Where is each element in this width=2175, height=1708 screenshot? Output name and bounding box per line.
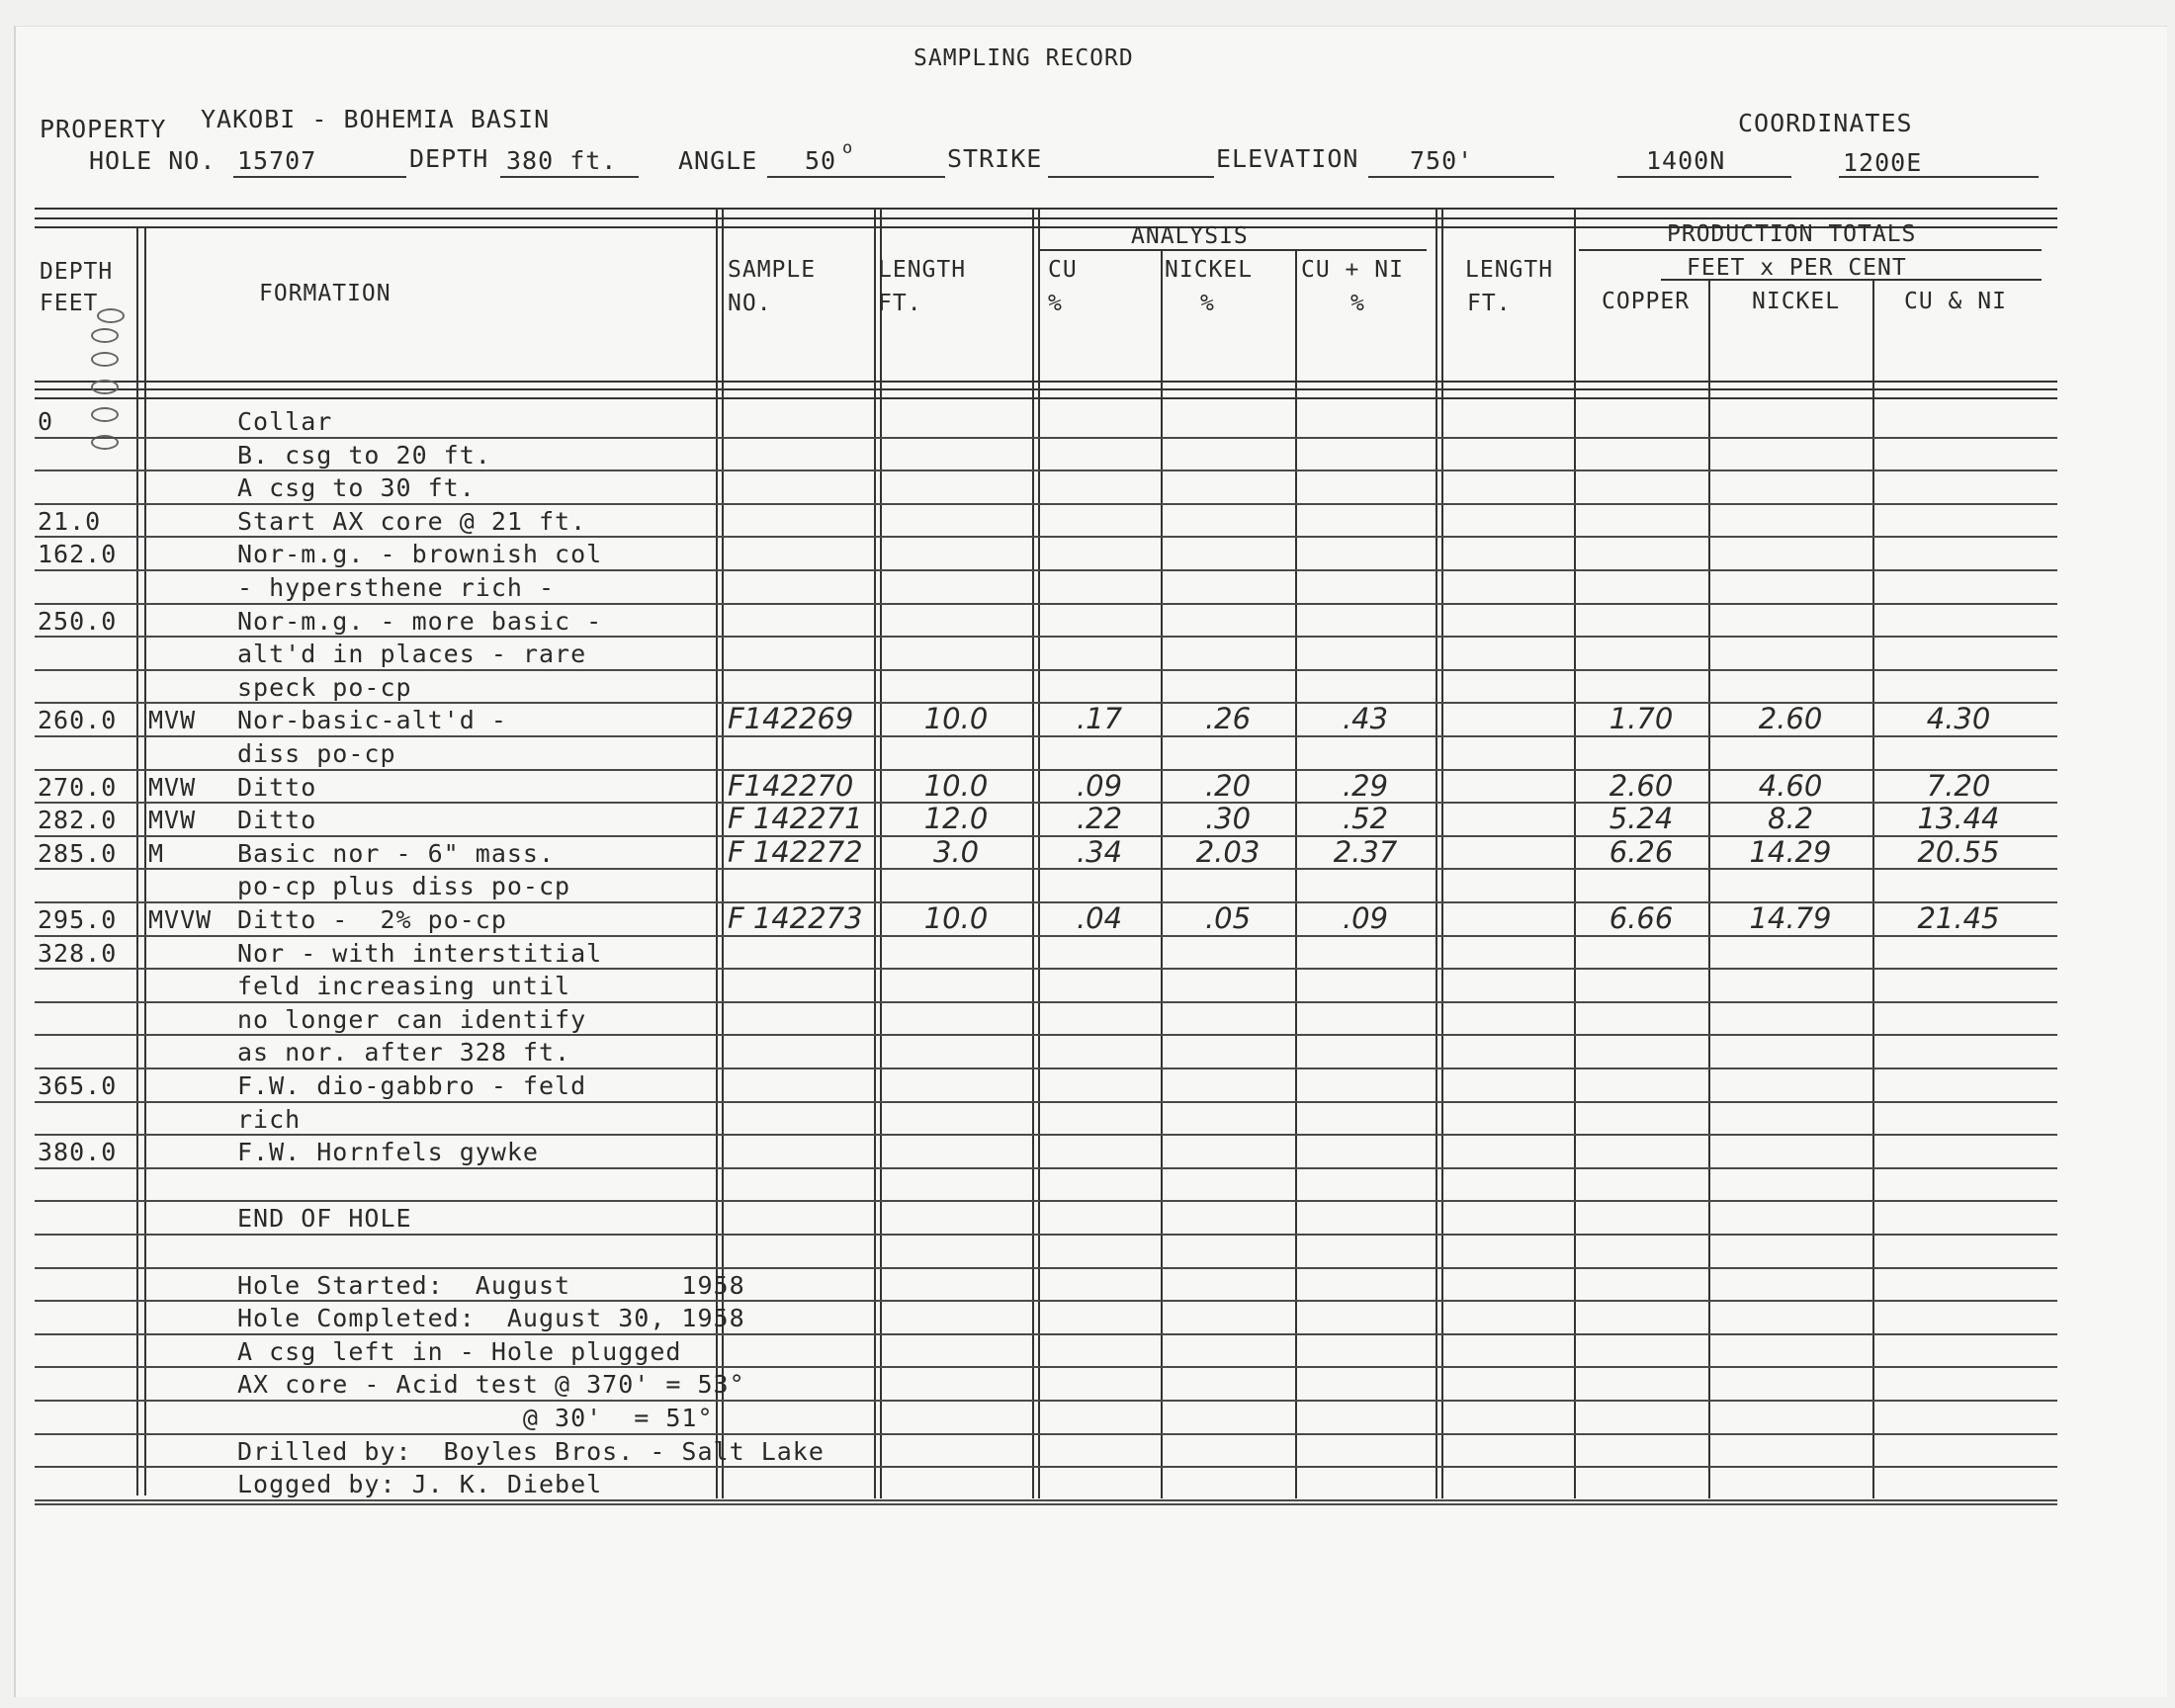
col-length2-line1: LENGTH [1465,257,1554,283]
row-rule [35,1167,2057,1169]
depth-cell: 21.0 [38,506,102,536]
depth-cell: 328.0 [38,938,118,968]
formation-cell: as nor. after 328 ft. [237,1038,571,1068]
col-length-line2: FT. [878,291,922,316]
punch-hole-mark [91,352,119,367]
formation-cell: feld increasing until [237,972,571,1001]
property-label: PROPERTY [40,115,167,143]
formation-cell: Logged by: J. K. Diebel [237,1470,603,1499]
formation-cell: Basic nor - 6" mass. [237,838,556,868]
row-rule [35,1333,2057,1335]
formation-cell: alt'd in places - rare [237,640,587,669]
punch-hole-mark [97,308,125,323]
cuni-cell: .29 [1342,768,1389,803]
length-cell: 10.0 [923,702,989,736]
row-rule [35,1499,2057,1501]
cuni-total-cell: 7.20 [1926,768,1991,803]
formation-cell: F.W. dio-gabbro - feld [237,1071,587,1100]
row-rule [35,1134,2057,1136]
length-cell: 12.0 [923,802,989,836]
row-rule [35,536,2057,538]
sample-cell: F142269 [728,702,854,736]
row-rule [35,636,2057,638]
formation-cell: Drilled by: Boyles Bros. - Salt Lake [237,1436,825,1466]
page-title: SAMPLING RECORD [914,45,1134,71]
row-rule [35,1200,2057,1202]
cuni-total-cell: 4.30 [1926,702,1991,736]
cu-cell: .04 [1076,901,1123,935]
row-rule [35,503,2057,505]
coordinate-east: 1200E [1843,148,1923,177]
formation-cell: speck po-cp [237,672,412,702]
depth-cell: 270.0 [38,772,118,802]
formation-cell: po-cp plus diss po-cp [237,872,571,901]
formation-cell: Ditto [237,772,317,802]
length-cell: 3.0 [932,834,980,869]
punch-hole-mark [91,380,119,394]
formation-cell: @ 30' = 51° [237,1404,714,1432]
code-cell: MVW [148,806,197,835]
col-cu-line2: % [1048,291,1063,316]
formation-cell: A csg left in - Hole plugged [237,1336,682,1366]
row-rule [35,1234,2057,1236]
depth-cell: 380.0 [38,1138,118,1167]
depth-cell: 260.0 [38,706,118,735]
row-rule [35,1068,2057,1069]
col-nickel-line2: % [1200,291,1215,316]
row-rule [35,1034,2057,1036]
coordinates-label: COORDINATES [1738,109,1913,137]
formation-cell: Nor-basic-alt'd - [237,706,507,735]
cuni-cell: .09 [1342,901,1389,935]
nickel-cell: .20 [1204,768,1252,803]
depth-cell: 365.0 [38,1071,118,1100]
property-value: YAKOBI - BOHEMIA BASIN [201,105,551,133]
col-cu-line1: CU [1048,257,1078,283]
formation-cell: - hypersthene rich - [237,573,556,602]
col-length-line1: LENGTH [878,257,967,283]
col-sample-line1: SAMPLE [728,257,817,283]
nickel-total-cell: 14.29 [1749,834,1832,869]
depth-cell: 285.0 [38,838,118,868]
code-cell: MVW [148,772,197,802]
depth-cell: 295.0 [38,905,118,934]
col-production-totals: PRODUCTION TOTALS [1667,221,1917,247]
row-rule [35,1366,2057,1368]
row-rule [35,437,2057,439]
row-rule [35,603,2057,605]
sample-cell: F142270 [728,768,854,803]
code-cell: MVVW [148,905,213,934]
col-cu-ni-prod: CU & NI [1904,289,2007,314]
code-cell: MVW [148,706,197,735]
row-rule [35,1433,2057,1435]
cu-cell: .17 [1076,702,1123,736]
row-rule [35,569,2057,571]
formation-cell: Hole Started: August 1958 [237,1270,745,1300]
row-rule [35,1300,2057,1302]
copper-total-cell: 6.26 [1609,834,1674,869]
hole-no-value: 15707 [237,146,317,175]
col-depth-line2: FEET [40,291,99,316]
copper-total-cell: 5.24 [1609,802,1674,836]
nickel-cell: .26 [1204,702,1252,736]
nickel-cell: .05 [1204,901,1252,935]
formation-cell: Nor-m.g. - more basic - [237,606,603,636]
cu-cell: .22 [1076,802,1123,836]
code-cell: M [148,838,165,868]
row-rule [35,1466,2057,1468]
nickel-total-cell: 4.60 [1758,768,1823,803]
cuni-cell: 2.37 [1333,834,1398,869]
length-cell: 10.0 [923,768,989,803]
formation-cell: diss po-cp [237,739,396,768]
formation-cell: Collar [237,407,333,436]
formation-cell: F.W. Hornfels gywke [237,1138,539,1167]
formation-cell: rich [237,1104,302,1134]
elevation-value: 750' [1410,146,1474,175]
angle-unit: o [842,138,854,158]
row-rule [35,1101,2057,1103]
cuni-total-cell: 20.55 [1917,834,2000,869]
formation-cell: Start AX core @ 21 ft. [237,506,587,536]
copper-total-cell: 6.66 [1609,901,1674,935]
col-nickel-prod: NICKEL [1752,289,1841,314]
angle-value: 50 [805,146,837,175]
cuni-cell: .43 [1342,702,1389,736]
col-formation: FORMATION [259,281,392,306]
hole-no-label: HOLE NO. [89,146,217,175]
col-length2-line2: FT. [1467,291,1512,316]
depth-cell: 282.0 [38,806,118,835]
formation-cell: A csg to 30 ft. [237,473,476,503]
depth-label: DEPTH [409,144,489,173]
nickel-total-cell: 2.60 [1758,702,1823,736]
col-depth-line1: DEPTH [40,259,114,285]
table-bottom-rule [35,1503,2057,1505]
depth-value: 380 ft. [506,146,618,175]
cu-cell: .09 [1076,768,1123,803]
col-sample-line2: NO. [728,291,772,316]
formation-cell: Nor - with interstitial [237,938,603,968]
cuni-total-cell: 13.44 [1917,802,2000,836]
formation-cell: AX core - Acid test @ 370' = 53° [237,1370,745,1400]
nickel-total-cell: 14.79 [1749,901,1832,935]
nickel-cell: 2.03 [1195,834,1261,869]
formation-cell: END OF HOLE [237,1204,412,1234]
depth-cell: 250.0 [38,606,118,636]
depth-cell: 0 [38,407,54,436]
cuni-cell: .52 [1342,802,1389,836]
col-copper: COPPER [1602,289,1691,314]
sample-cell: F 142271 [728,802,863,836]
col-nickel-line1: NICKEL [1165,257,1254,283]
row-rule [35,968,2057,970]
col-feet-per-cent: FEET x PER CENT [1687,255,1907,281]
elevation-label: ELEVATION [1216,144,1359,173]
angle-label: ANGLE [678,146,758,175]
row-rule [35,1267,2057,1269]
strike-label: STRIKE [947,144,1043,173]
cu-cell: .34 [1076,834,1123,869]
formation-cell: Hole Completed: August 30, 1958 [237,1304,745,1333]
length-cell: 10.0 [923,901,989,935]
row-rule [35,1001,2057,1003]
formation-cell: Nor-m.g. - brownish col [237,540,603,569]
depth-cell: 162.0 [38,540,118,569]
row-rule [35,669,2057,671]
formation-cell: no longer can identify [237,1004,587,1034]
sample-cell: F 142272 [728,834,863,869]
formation-cell: Ditto - 2% po-cp [237,905,507,934]
formation-cell: B. csg to 20 ft. [237,440,491,470]
col-analysis: ANALYSIS [1131,223,1249,249]
sample-cell: F 142273 [728,901,863,935]
copper-total-cell: 2.60 [1609,768,1674,803]
formation-cell: Ditto [237,806,317,835]
punch-hole-mark [91,328,119,343]
nickel-total-cell: 8.2 [1767,802,1814,836]
row-rule [35,470,2057,471]
row-rule [35,1400,2057,1402]
col-cuni-line2: % [1350,291,1365,316]
cuni-total-cell: 21.45 [1917,901,2000,935]
copper-total-cell: 1.70 [1609,702,1674,736]
nickel-cell: .30 [1204,802,1252,836]
coordinate-north: 1400N [1646,146,1726,175]
col-cuni-line1: CU + NI [1301,257,1404,283]
